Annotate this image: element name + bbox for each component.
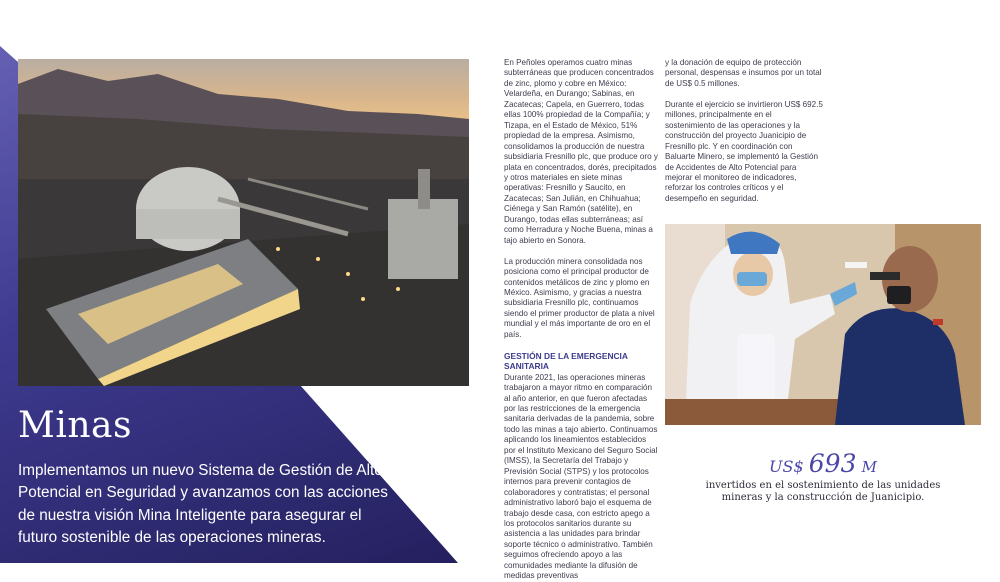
paragraph-production: La producción minera consolidada nos posiciona como el principal productor de contenidos metálicos de zinc y plomo en México. Asimismo, y gracias a nuestra subsidiaria Fresnillo plc, continuamos siendo el primer productor de plata a nivel mundial y el más importante de oro en el país. <box>504 256 655 339</box>
paragraph-sanitary: Durante 2021, las operaciones mineras trabajaron a mayor ritmo en comparación al año anterior, en que fueron afectadas por las restricciones de la emergencia sanitaria derivadas de la pandemia, sobre todo las minas a tajo abierto. Continuamos aplicando los lineamientos establecidos por el Instituto Mexicano del Seguro Social (IMSS), la Secretaría del Trabajo y Previsión Social (STPS) y los protocolos internos para prevenir contagios de colaboradores y contratistas; el personal administrativo laboró bajo el esquema de trabajo desde casa, con estricto apego a los protocolos sanitarios durante su asistencia a las unidades para brindar soporte técnico o administrativo. También seguimos ofreciendo apoyo a las comunidades mediante la difusión de medidas preventivas <box>504 372 658 581</box>
subsection-heading: GESTIÓN DE LA EMERGENCIA SANITARIA <box>504 350 628 372</box>
section-lead: Implementamos un nuevo Sistema de Gestión de Alto Potencial en Seguridad y avanzamos con las acciones de nuestra visión Mina Inteligente para asegurar el futuro sostenible de las operaciones mineras. <box>18 462 388 547</box>
investment-value: 693 <box>808 449 857 478</box>
health-check-illustration <box>665 224 981 425</box>
health-worker-photo <box>665 224 981 425</box>
investment-caption: invertidos en el sostenimiento de las unidades mineras y la construcción de Juanicipio. <box>705 480 941 504</box>
paragraph-investment: Durante el ejercicio se invirtieron US$ 692.5 millones, principalmente en el sostenimiento de las operaciones y la construcción del proyecto Juanicipio de Fresnillo plc. Y en coordinación con Baluarte Minero, se implementó la Gestión de Accidentes de Alto Potencial para mejorar el monitoreo de indicadores, reforzar los controles críticos y el desempeño en seguridad. <box>665 99 823 203</box>
text-column-left <box>504 58 659 582</box>
investment-figure <box>665 449 981 478</box>
paragraph-operations: En Peñoles operamos cuatro minas subterráneas que producen concentrados de zinc, plomo y cobre en México: Velardeña, en Durango; Sabinas, en Zacatecas; Capela, en Guerrero, todas ellas 100% propiedad de la Compañía; y Tizapa, en el Estado de México, 51% propiedad de la empresa. Asimismo, consolidamos la producción de nuestra subsidiaria Fresnillo plc, que produce oro y plata en concentrados, dorés, precipitados y otros materiales en siete minas operativas: Fresnillo y Saucito, en Zacatecas; San Julián, en Chihuahua; Ciénega y San Ramón (satélite), en Durango, todas ellas subterráneas; así como Herradura y Noche Buena, minas a tajo abierto en Sonora. <box>504 58 658 245</box>
investment-unit: M <box>861 458 877 476</box>
section-title: Minas <box>18 405 132 446</box>
paragraph-donation: y la donación de equipo de protección personal, despensas e insumos por un total de US$ 0.5 millones. <box>665 58 822 88</box>
text-column-right <box>665 58 823 215</box>
mine-illustration <box>18 59 469 386</box>
currency-symbol: US$ <box>769 457 804 476</box>
mine-aerial-photo <box>18 59 469 386</box>
